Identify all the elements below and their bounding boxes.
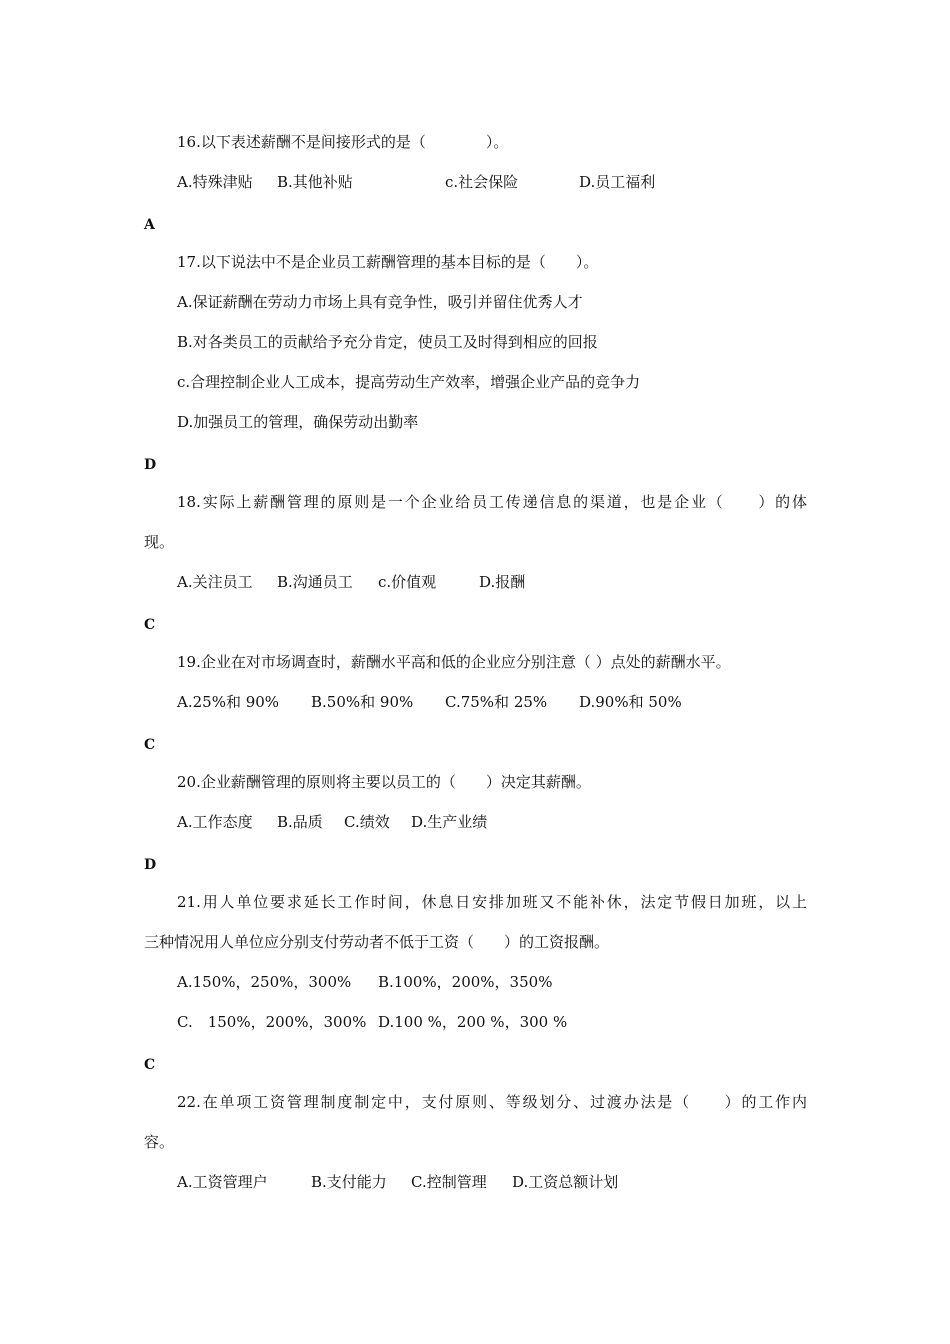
question-22-option-b: B.支付能力 bbox=[311, 1173, 387, 1191]
question-20-option-c: C.绩效 bbox=[344, 813, 390, 831]
question-16-option-b: B.其他补贴 bbox=[277, 173, 353, 191]
question-18-option-c: c.价值观 bbox=[378, 573, 437, 591]
question-19-answer: C bbox=[144, 737, 156, 753]
question-20-answer: D bbox=[144, 857, 157, 873]
question-22-option-d: D.工资总额计划 bbox=[512, 1173, 619, 1191]
question-22-stem-line-1: 22.在单项工资管理制度制定中，支付原则、等级划分、过渡办法是（ ）的工作内 bbox=[177, 1093, 807, 1111]
question-16-stem: 16.以下表述薪酬不是间接形式的是（ ）。 bbox=[177, 133, 509, 151]
question-18-option-a: A.关注员工 bbox=[177, 573, 253, 591]
question-21-stem-line-2: 三种情况用人单位应分别支付劳动者不低于工资（ ）的工资报酬。 bbox=[144, 933, 610, 951]
question-17-stem: 17.以下说法中不是企业员工薪酬管理的基本目标的是（ ）。 bbox=[177, 253, 599, 271]
question-16-option-d: D.员工福利 bbox=[579, 173, 656, 191]
question-16-option-c: c.社会保险 bbox=[445, 173, 519, 191]
question-16-answer: A bbox=[144, 217, 155, 233]
question-20-option-b: B.品质 bbox=[277, 813, 323, 831]
question-19-option-b: B.50%和 90% bbox=[311, 693, 414, 711]
question-18-stem-line-1: 18.实际上薪酬管理的原则是一个企业给员工传递信息的渠道，也是企业（ ）的体 bbox=[177, 493, 807, 511]
question-21-option-b: B.100%，200%，350% bbox=[378, 973, 553, 991]
question-21-stem-line-1: 21.用人单位要求延长工作时间，休息日安排加班又不能补休，法定节假日加班，以上 bbox=[177, 893, 807, 911]
question-17-option-a: A.保证薪酬在劳动力市场上具有竞争性，吸引并留住优秀人才 bbox=[177, 293, 583, 311]
question-21-answer: C bbox=[144, 1057, 156, 1073]
question-20-option-a: A.工作态度 bbox=[177, 813, 253, 831]
question-17-option-d: D.加强员工的管理，确保劳动出勤率 bbox=[177, 413, 419, 431]
question-21-option-d: D.100 %，200 %，300 % bbox=[378, 1013, 568, 1031]
question-19-stem: 19.企业在对市场调查时，薪酬水平高和低的企业应分别注意（ ）点处的薪酬水平。 bbox=[177, 653, 731, 671]
question-18-option-d: D.报酬 bbox=[479, 573, 526, 591]
question-17-answer: D bbox=[144, 457, 157, 473]
question-18-stem-line-2: 现。 bbox=[144, 533, 175, 551]
question-21-option-a: A.150%，250%，300% bbox=[177, 973, 352, 991]
question-19-option-c: C.75%和 25% bbox=[445, 693, 548, 711]
question-19-option-d: D.90%和 50% bbox=[579, 693, 682, 711]
question-20-stem: 20.企业薪酬管理的原则将主要以员工的（ ）决定其薪酬。 bbox=[177, 773, 591, 791]
question-20-option-d: D.生产业绩 bbox=[411, 813, 488, 831]
question-22-stem-line-2: 容。 bbox=[144, 1133, 175, 1151]
question-22-option-c: C.控制管理 bbox=[411, 1173, 487, 1191]
question-17-option-b: B.对各类员工的贡献给予充分肯定，使员工及时得到相应的回报 bbox=[177, 333, 598, 351]
question-16-option-a: A.特殊津贴 bbox=[177, 173, 253, 191]
question-21-option-c: C. 150%，200%，300% bbox=[177, 1013, 367, 1031]
question-19-option-a: A.25%和 90% bbox=[177, 693, 280, 711]
question-18-answer: C bbox=[144, 617, 156, 633]
question-22-option-a: A.工资管理户 bbox=[177, 1173, 268, 1191]
question-18-option-b: B.沟通员工 bbox=[277, 573, 353, 591]
question-17-option-c: c.合理控制企业人工成本，提高劳动生产效率，增强企业产品的竞争力 bbox=[177, 373, 641, 391]
